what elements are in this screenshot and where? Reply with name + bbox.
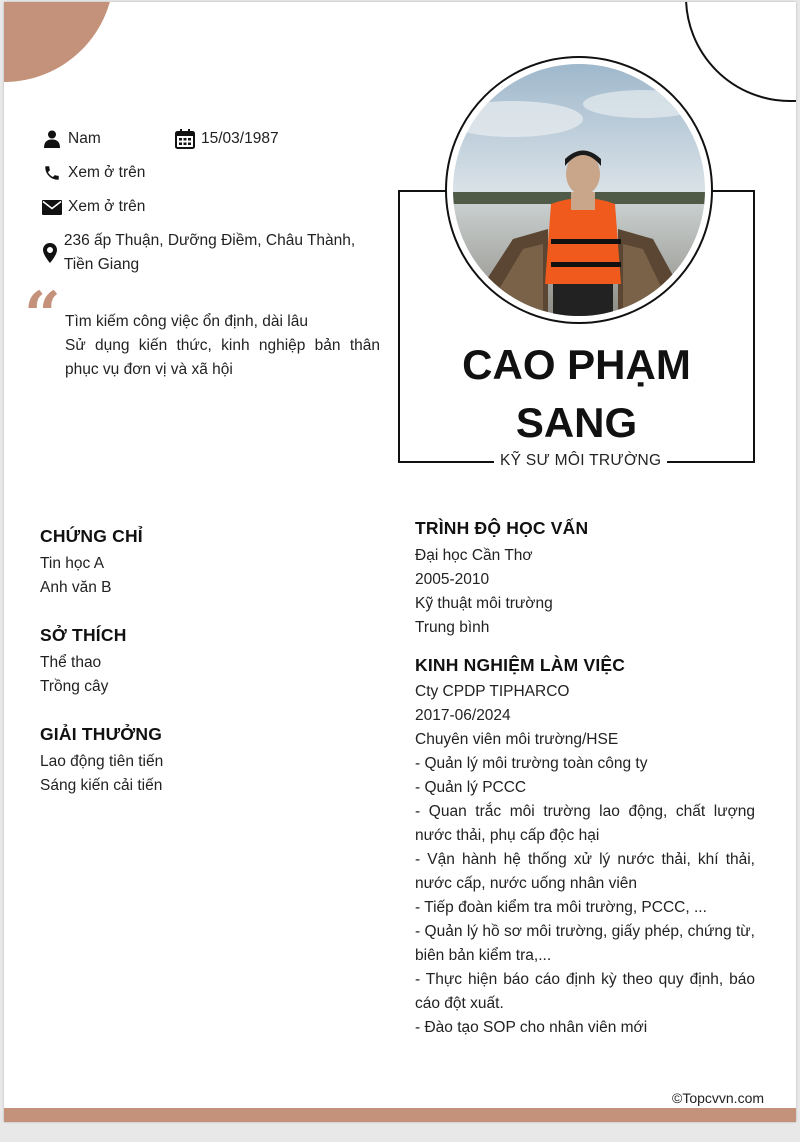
decorative-ring-top-right <box>685 2 796 102</box>
phone-text: Xem ở trên <box>68 164 146 181</box>
address-text: 236 ấp Thuận, Dưỡng Điềm, Châu Thành, Tiền Giang <box>63 232 356 273</box>
copyright-text: ©Topcvvn.com <box>672 1090 765 1106</box>
objective-line-1: Tìm kiếm công việc ổn định, dài lâu <box>65 313 308 330</box>
experience-task: - Thực hiện báo cáo định kỳ theo quy định, báo cáo đột xuất. <box>415 971 755 1012</box>
experience-task: - Vận hành hệ thống xử lý nước thải, khí thải, nước cấp, nước uống nhân viên <box>415 851 755 892</box>
experience-task: - Quản lý hồ sơ môi trường, giấy phép, chứng từ, biên bản kiểm tra,... <box>415 923 755 964</box>
education-major: Kỹ thuật môi trường <box>415 595 553 612</box>
experience-position: Chuyên viên môi trường/HSE <box>415 731 619 748</box>
birthday-text: 15/03/1987 <box>201 130 279 147</box>
award-item: Sáng kiến cải tiến <box>40 777 163 794</box>
experience-task: - Đào tạo SOP cho nhân viên mới <box>415 1019 648 1036</box>
education-period: 2005-2010 <box>415 571 490 588</box>
experience-title: KINH NGHIỆM LÀM VIỆC <box>415 655 626 675</box>
email-text: Xem ở trên <box>68 198 146 215</box>
experience-task: - Tiếp đoàn kiểm tra môi trường, PCCC, ... <box>415 899 707 916</box>
experience-task: - Quan trắc môi trường lao động, chất lượng nước thải, phụ cấp độc hại <box>415 803 755 844</box>
quote-icon: “ <box>24 278 61 353</box>
decorative-circle-top-left <box>4 2 114 82</box>
contact-email <box>40 195 145 219</box>
award-item: Lao động tiên tiến <box>40 753 164 770</box>
career-objective <box>65 310 380 382</box>
education-grade: Trung bình <box>415 619 490 636</box>
cv-page <box>4 2 796 1122</box>
contact-address <box>40 229 370 277</box>
certificates-title: CHỨNG CHỈ <box>40 526 143 546</box>
name-line-1: CAO PHẠM <box>462 341 691 388</box>
contact-birthday <box>173 127 279 151</box>
job-title: KỸ SƯ MÔI TRƯỜNG <box>494 452 667 470</box>
hobby-item: Trồng cây <box>40 678 109 695</box>
objective-line-2: Sử dụng kiến thức, kinh nghiệp bản thân phục vụ đơn vị và xã hội <box>65 337 380 378</box>
phone-icon <box>40 161 64 185</box>
awards-title: GIẢI THƯỞNG <box>40 724 163 744</box>
candidate-name <box>398 336 755 452</box>
certificate-item: Anh văn B <box>40 579 112 596</box>
certificate-item: Tin học A <box>40 555 105 572</box>
hobby-item: Thể thao <box>40 654 102 671</box>
education-school: Đại học Cần Thơ <box>415 547 533 564</box>
contact-phone <box>40 161 145 185</box>
contact-gender <box>40 127 101 151</box>
education-title: TRÌNH ĐỘ HỌC VẤN <box>415 518 589 538</box>
experience-task: - Quản lý môi trường toàn công ty <box>415 755 648 772</box>
experience-company: Cty CPDP TIPHARCO <box>415 683 570 700</box>
location-pin-icon <box>40 229 60 277</box>
experience-body <box>415 680 755 1040</box>
experience-period: 2017-06/2024 <box>415 707 511 724</box>
calendar-icon <box>173 127 197 151</box>
gender-text: Nam <box>68 130 101 147</box>
hobbies-title: SỞ THÍCH <box>40 625 127 645</box>
profile-photo-frame <box>445 56 713 324</box>
person-icon <box>40 127 64 151</box>
experience-task: - Quản lý PCCC <box>415 779 527 796</box>
footer-bar <box>4 1108 796 1122</box>
envelope-icon <box>40 195 64 219</box>
name-line-2: SANG <box>515 399 638 446</box>
profile-photo <box>453 64 705 316</box>
